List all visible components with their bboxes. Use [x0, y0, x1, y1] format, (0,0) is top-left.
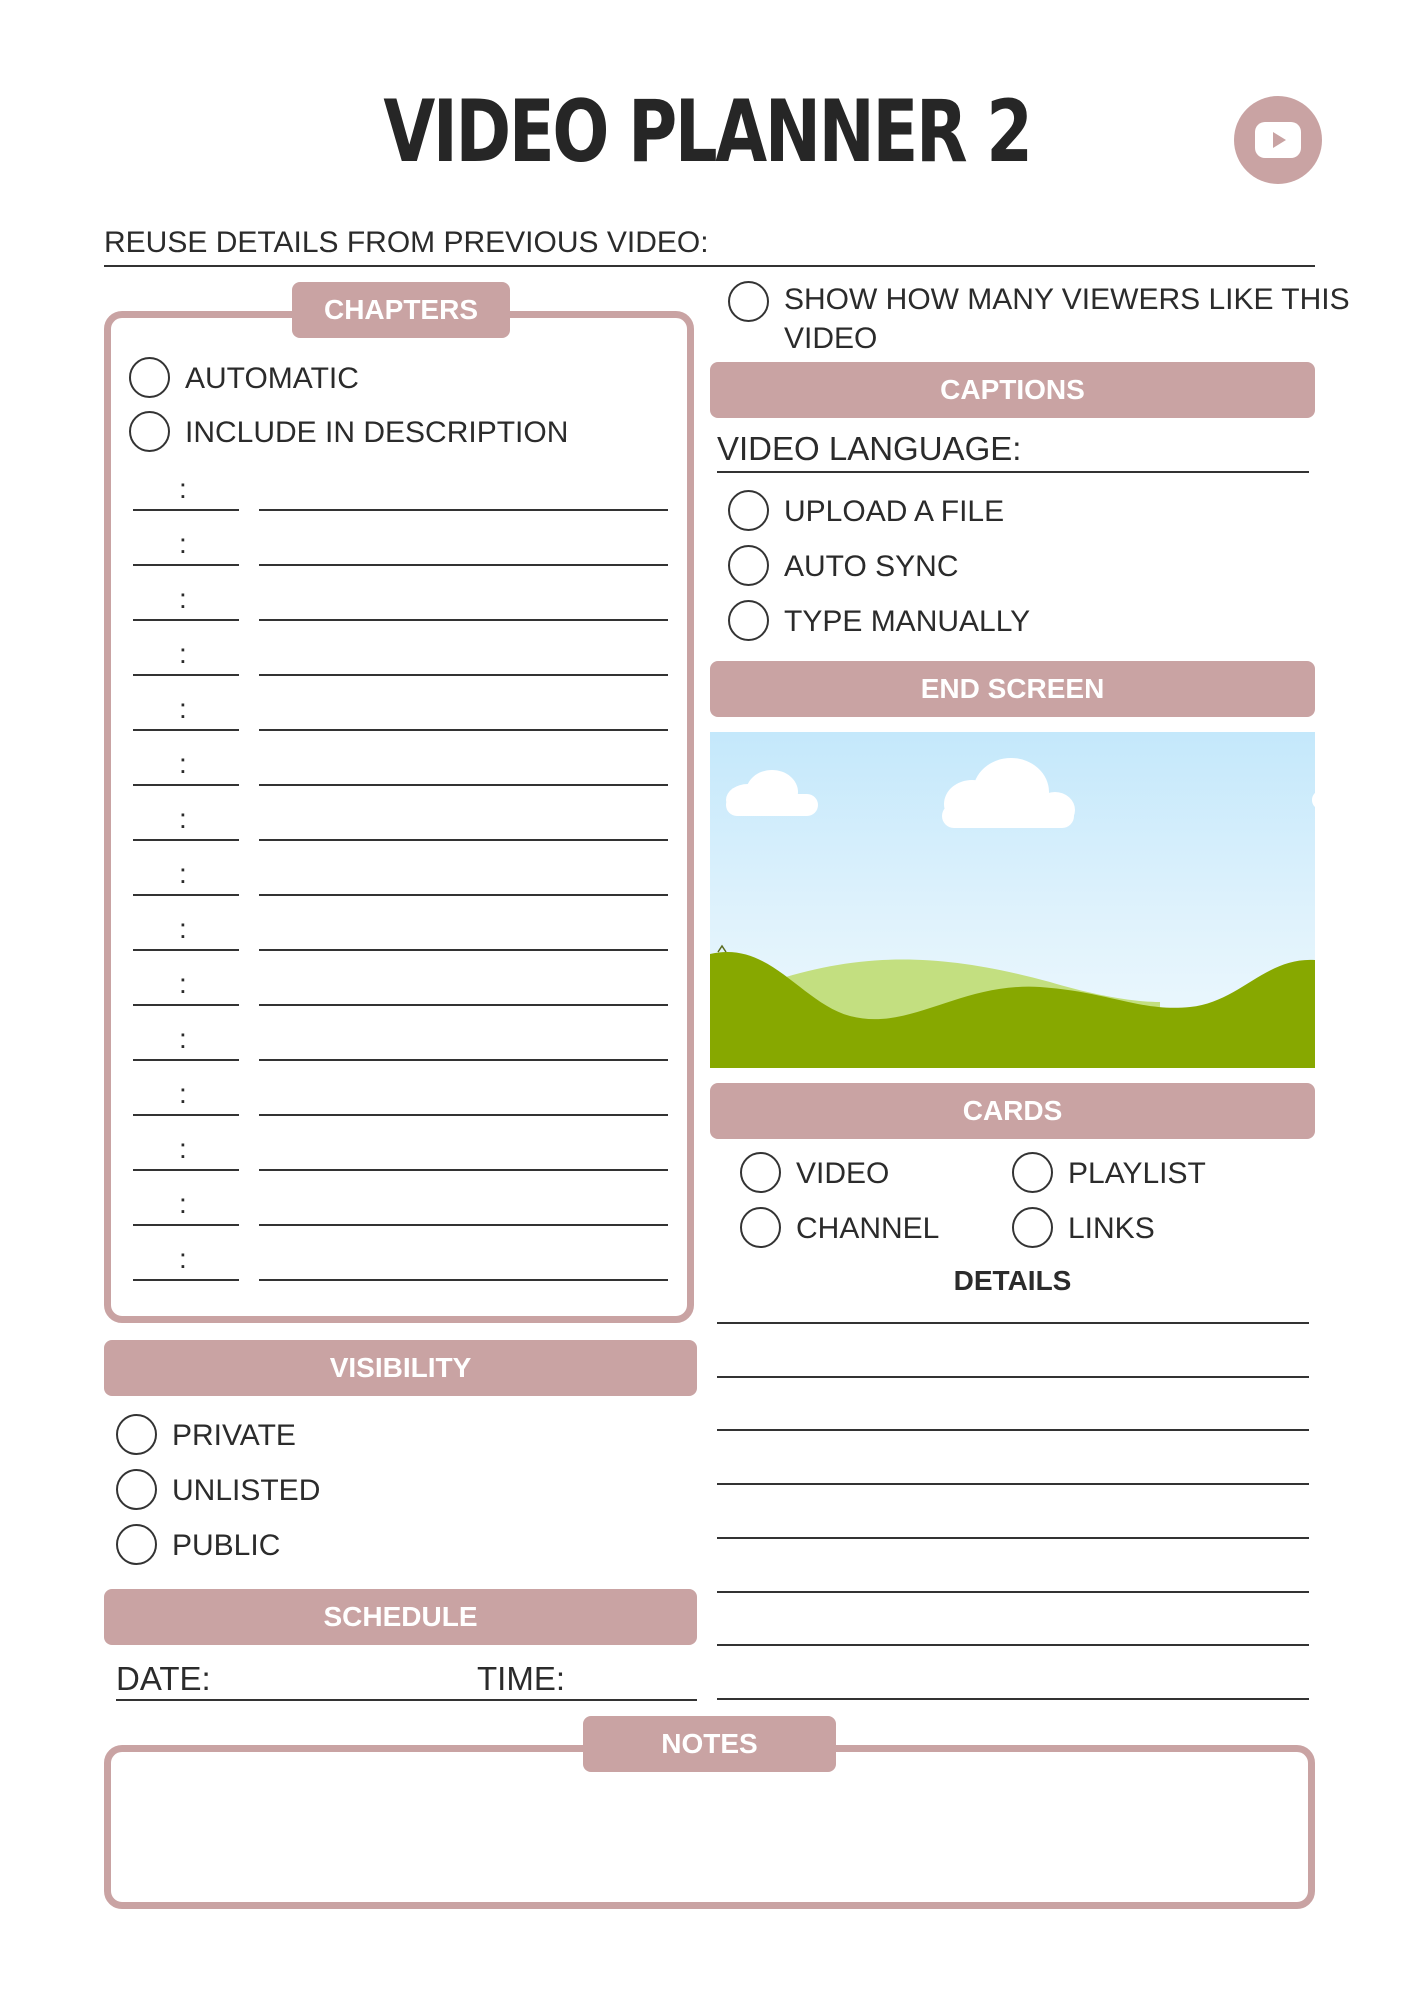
card-links-label: LINKS [1068, 1212, 1155, 1245]
chapter-time-separator: : [179, 968, 187, 999]
chapter-row [133, 913, 668, 968]
chapter-title-field[interactable] [259, 564, 668, 566]
chapter-title-field[interactable] [259, 729, 668, 731]
chapter-timestamp-field[interactable] [133, 839, 239, 841]
chapter-time-separator: : [179, 748, 187, 779]
private-label: PRIVATE [172, 1419, 296, 1452]
details-line[interactable] [717, 1591, 1309, 1593]
chapter-row [133, 803, 668, 858]
reuse-details-label: REUSE DETAILS FROM PREVIOUS VIDEO: [104, 226, 709, 259]
chapter-title-field[interactable] [259, 784, 668, 786]
chapter-time-separator: : [179, 1023, 187, 1054]
details-line[interactable] [717, 1537, 1309, 1539]
automatic-radio[interactable] [129, 357, 170, 398]
chapter-title-field[interactable] [259, 1114, 668, 1116]
chapter-time-separator: : [179, 858, 187, 889]
chapter-row [133, 1133, 668, 1188]
automatic-label: AUTOMATIC [185, 362, 359, 395]
chapter-title-field[interactable] [259, 674, 668, 676]
details-line[interactable] [717, 1376, 1309, 1378]
chapters-header: CHAPTERS [292, 282, 510, 338]
upload-file-radio[interactable] [728, 490, 769, 531]
unlisted-label: UNLISTED [172, 1474, 321, 1507]
chapter-time-separator: : [179, 693, 187, 724]
landscape-illustration [710, 732, 1315, 1068]
card-video-radio[interactable] [740, 1152, 781, 1193]
chapter-timestamp-field[interactable] [133, 729, 239, 731]
hill-dark [710, 952, 1315, 1068]
upload-file-label: UPLOAD A FILE [784, 495, 1005, 528]
chapter-row [133, 1243, 668, 1298]
chapter-timestamp-field[interactable] [133, 949, 239, 951]
chapter-time-separator: : [179, 1188, 187, 1219]
include-in-description-label: INCLUDE IN DESCRIPTION [185, 416, 569, 449]
visibility-header: VISIBILITY [104, 1340, 697, 1396]
chapter-timestamp-field[interactable] [133, 1059, 239, 1061]
card-channel-radio[interactable] [740, 1207, 781, 1248]
details-line[interactable] [717, 1698, 1309, 1700]
chapter-row [133, 748, 668, 803]
details-label: DETAILS [953, 1265, 1072, 1296]
date-label: DATE: [116, 1660, 211, 1697]
chapter-time-separator: : [179, 1243, 187, 1274]
chapter-row [133, 528, 668, 583]
chapter-title-field[interactable] [259, 619, 668, 621]
private-radio[interactable] [116, 1414, 157, 1455]
cloud-middle [942, 758, 1075, 828]
chapter-timestamp-field[interactable] [133, 1224, 239, 1226]
include-in-description-radio[interactable] [129, 411, 170, 452]
chapter-row [133, 1078, 668, 1133]
chapter-timestamp-field[interactable] [133, 784, 239, 786]
chapter-timestamp-field[interactable] [133, 509, 239, 511]
chapter-row [133, 638, 668, 693]
card-channel-label: CHANNEL [796, 1212, 940, 1245]
public-radio[interactable] [116, 1524, 157, 1565]
public-label: PUBLIC [172, 1529, 281, 1562]
chapter-timestamp-field[interactable] [133, 1279, 239, 1281]
chapter-timestamp-field[interactable] [133, 674, 239, 676]
chapter-row [133, 968, 668, 1023]
page-title: VIDEO PLANNER 2 [383, 82, 1031, 182]
chapter-row [133, 473, 668, 528]
show-likes-label-line2: VIDEO [784, 322, 878, 355]
cloud-left [726, 770, 818, 816]
captions-header: CAPTIONS [710, 362, 1315, 418]
chapter-time-separator: : [179, 638, 187, 669]
chapter-timestamp-field[interactable] [133, 564, 239, 566]
chapter-title-field[interactable] [259, 509, 668, 511]
tiny-plant [718, 946, 726, 952]
details-line[interactable] [717, 1483, 1309, 1485]
notes-header: NOTES [583, 1716, 836, 1772]
chapter-time-separator: : [179, 1078, 187, 1109]
youtube-play-icon [1254, 121, 1302, 159]
chapter-title-field[interactable] [259, 894, 668, 896]
details-line[interactable] [717, 1322, 1309, 1324]
video-language-line[interactable] [717, 471, 1309, 473]
reuse-details-line[interactable] [104, 265, 1315, 267]
chapter-row [133, 858, 668, 913]
end-screen-header: END SCREEN [710, 661, 1315, 717]
chapter-row [133, 1188, 668, 1243]
chapter-title-field[interactable] [259, 1004, 668, 1006]
type-manually-radio[interactable] [728, 600, 769, 641]
chapter-timestamp-field[interactable] [133, 619, 239, 621]
chapter-row [133, 693, 668, 748]
chapter-timestamp-field[interactable] [133, 1114, 239, 1116]
chapter-title-field[interactable] [259, 949, 668, 951]
chapter-row [133, 583, 668, 638]
date-time-line[interactable] [116, 1699, 697, 1701]
chapter-title-field[interactable] [259, 1169, 668, 1171]
video-language-label: VIDEO LANGUAGE: [717, 430, 1022, 467]
card-playlist-radio[interactable] [1012, 1152, 1053, 1193]
auto-sync-radio[interactable] [728, 545, 769, 586]
youtube-badge [1234, 96, 1322, 184]
chapter-time-separator: : [179, 1133, 187, 1164]
chapter-timestamp-field[interactable] [133, 1004, 239, 1006]
chapter-title-field[interactable] [259, 1279, 668, 1281]
details-line[interactable] [717, 1429, 1309, 1431]
details-line[interactable] [717, 1644, 1309, 1646]
chapter-row [133, 1023, 668, 1078]
chapter-time-separator: : [179, 473, 187, 504]
cloud-right [1312, 792, 1315, 808]
card-playlist-label: PLAYLIST [1068, 1157, 1206, 1190]
card-video-label: VIDEO [796, 1157, 890, 1190]
cards-header: CARDS [710, 1083, 1315, 1139]
chapter-title-field[interactable] [259, 839, 668, 841]
chapter-time-separator: : [179, 913, 187, 944]
time-label: TIME: [477, 1660, 565, 1697]
auto-sync-label: AUTO SYNC [784, 550, 959, 583]
chapter-timestamp-field[interactable] [133, 894, 239, 896]
type-manually-label: TYPE MANUALLY [784, 605, 1031, 638]
schedule-header: SCHEDULE [104, 1589, 697, 1645]
chapter-title-field[interactable] [259, 1059, 668, 1061]
show-likes-label-line1: SHOW HOW MANY VIEWERS LIKE THIS [784, 283, 1350, 316]
unlisted-radio[interactable] [116, 1469, 157, 1510]
show-likes-radio[interactable] [728, 281, 769, 322]
chapter-timestamp-field[interactable] [133, 1169, 239, 1171]
chapter-time-separator: : [179, 528, 187, 559]
card-links-radio[interactable] [1012, 1207, 1053, 1248]
chapter-time-separator: : [179, 803, 187, 834]
chapter-title-field[interactable] [259, 1224, 668, 1226]
show-likes-label [784, 280, 1350, 358]
end-screen-image [710, 732, 1315, 1068]
chapter-time-separator: : [179, 583, 187, 614]
